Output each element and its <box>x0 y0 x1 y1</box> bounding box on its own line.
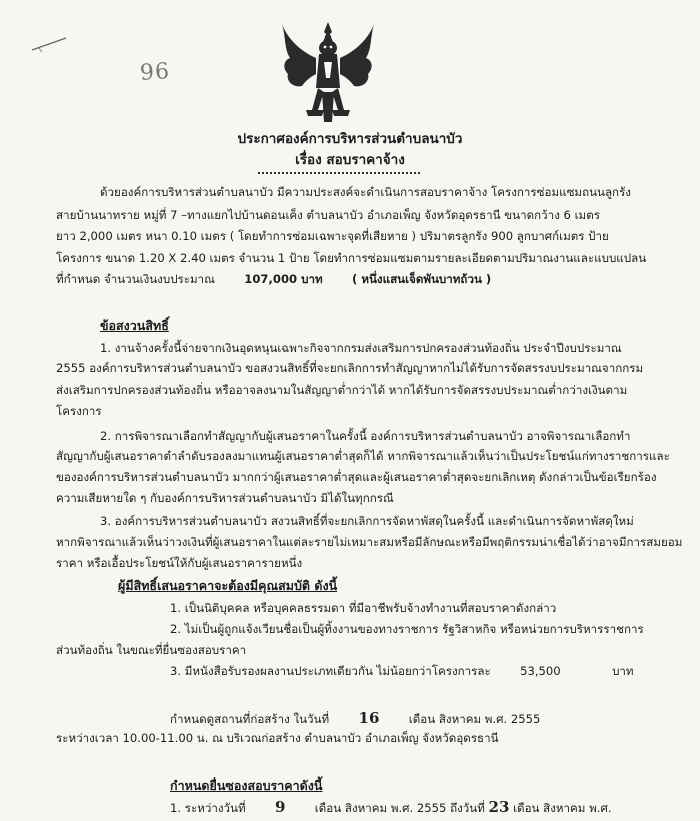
site-visit-line <box>170 710 540 727</box>
rights-line: ราคา หรือเอื้อประโยชน์ให้กับผู้เสนอราคารายหนึ่ง <box>56 556 303 570</box>
site-visit-label: กำหนดดูสถานที่ก่อสร้าง ในวันที่ <box>170 712 330 726</box>
rights-line: 1. งานจ้างครั้งนี้จ่ายจากเงินอุดหนุนเฉพาะกิจจากกรมส่งเสริมการปกครองส่วนท้องถิ่น ประจำปีงบประมาณ <box>100 341 622 355</box>
rights-line: 2. การพิจารณาเลือกทำสัญญากับผู้เสนอราคาในครั้งนี้ องค์การบริหารส่วนตำบลนาบัว อาจพิจารณาเลือกทำ <box>100 429 631 443</box>
qualification-unit: บาท <box>612 664 634 678</box>
rights-line: สัญญากับผู้เสนอราคาตำลำดับรองลงมาแทนผู้เสนอราคาต่ำสุดก็ได้ หากพิจารณาแล้วเห็นว่าเป็นประโยชน์แก่ทางราชการและ <box>56 449 670 463</box>
qualification-text: 3. มีหนังสือรับรองผลงานประเภทเดียวกัน ไม่น้อยกว่าโครงการละ <box>170 664 491 678</box>
rights-line: ความเสียหายใด ๆ กับองค์การบริหารส่วนตำบลนาบัว มิได้ในทุกกรณี <box>56 491 394 505</box>
qualification-line: ส่วนท้องถิ่น ในขณะที่ยื่นซองสอบราคา <box>56 643 247 657</box>
announcement-subject: เรื่อง สอบราคาจ้าง <box>295 152 405 168</box>
qualification-line: 1. เป็นนิติบุคคล หรือบุคคลธรรมดา ที่มีอาชีพรับจ้างทำงานที่สอบราคาดังกล่าว <box>170 601 557 615</box>
garuda-emblem-icon <box>272 18 384 126</box>
rights-line: 2555 องค์การบริหารส่วนตำบลนาบัว ขอสงวนสิทธิ์ที่จะยกเลิกการทำสัญญาหากไม่ได้รับการจัดสรรงบประมาณจากกรม <box>56 361 644 375</box>
intro-line-budget <box>56 271 491 287</box>
submission-heading: กำหนดยื่นซองสอบราคาดังนี้ <box>170 778 323 793</box>
rights-heading: ข้อสงวนสิทธิ์ <box>100 318 169 333</box>
rights-line: ส่งเสริมการปกครองส่วนท้องถิ่น หรืออาจลงนามในสัญญาต่ำกว่าได้ หากได้รับการจัดสรรงบประมาณต่ำกว่างเงินตาม <box>56 383 628 397</box>
submission-start-day: 9 <box>274 798 286 816</box>
rights-line: ขององค์การบริหารส่วนตำบลนาบัว มากกว่าผู้เสนอราคาต่ำสุดและผู้เสนอราคาต่ำสุดจะยกเลิกเหตุ ดังกล่าวเป็นข้อเรียกร้อง <box>56 470 657 484</box>
budget-amount: 107,000 บาท <box>244 272 323 286</box>
qualification-amount: 53,500 <box>520 664 561 678</box>
intro-line: ด้วยองค์การบริหารส่วนตำบลนาบัว มีความประสงค์จะดำเนินการสอบราคาจ้าง โครงการซ่อมแซมถนนลูกรัง <box>100 185 631 199</box>
rights-line: หากพิจารณาแล้วเห็นว่าวงเงินที่ผู้เสนอราคาในแต่ละรายไม่เหมาะสมหรือมีลักษณะหรือมีพฤติกรรมน่าเชื่อได้ว่าอาจมีการสมยอม <box>56 535 683 549</box>
submission-prefix: 1. ระหว่างวันที่ <box>170 801 246 815</box>
submission-suffix: เดือน สิงหาคม พ.ศ. <box>513 801 612 815</box>
intro-line: สายบ้านนาทราย หมู่ที่ 7 –ทางแยกไปบ้านดอนเค็ง ตำบลนาบัว อำเภอเพ็ญ จังหวัดอุดรธานี ขนาดกว้าง 6 เมตร <box>56 208 600 222</box>
qualification-heading: ผู้มีสิทธิ์เสนอราคาจะต้องมีคุณสมบัติ ดังนี้ <box>118 578 338 593</box>
submission-middle: เดือน สิงหาคม พ.ศ. 2555 ถึงวันที่ <box>314 801 485 815</box>
site-visit-time-line: ระหว่างเวลา 10.00-11.00 น. ณ บริเวณก่อสร้าง ตำบลนาบัว อำเภอเพ็ญ จังหวัดอุดรธานี <box>56 731 499 745</box>
rights-line: โครงการ <box>56 404 102 418</box>
budget-label: ที่กำหนด จำนวนเงินงบประมาณ <box>56 272 215 286</box>
site-visit-day: 16 <box>358 709 380 727</box>
handwritten-page-number: 96 <box>139 58 171 87</box>
budget-text: ( หนึ่งแสนเจ็ดพันบาทถ้วน ) <box>352 272 492 286</box>
site-visit-month-year: เดือน สิงหาคม พ.ศ. 2555 <box>408 712 541 726</box>
announcement-title: ประกาศองค์การบริหารส่วนตำบลนาบัว <box>237 131 463 147</box>
submission-line <box>170 799 612 816</box>
qualification-line: 2. ไม่เป็นผู้ถูกแจ้งเวียนชื่อเป็นผู้ทิ้งงานของทางราชการ รัฐวิสาหกิจ หรือหน่วยการบริหารราชการ <box>170 622 644 636</box>
submission-end-day: 23 <box>488 798 510 816</box>
qualification-line-3 <box>170 663 634 679</box>
intro-line: โครงการ ขนาด 1.20 X 2.40 เมตร จำนวน 1 ป้าย โดยทำการซ่อมแซมตามรายละเอียดตามปริมาณงานและแบบแปลน <box>56 251 647 265</box>
title-dotted-divider <box>258 172 420 174</box>
pen-mark-icon <box>30 34 70 54</box>
intro-line: ยาว 2,000 เมตร หนา 0.10 เมตร ( โดยทำการซ่อมเฉพาะจุดที่เสียหาย ) ปริมาตรลูกรัง 900 ลูกบาศก์เมตร ป้าย <box>56 229 609 243</box>
rights-line: 3. องค์การบริหารส่วนตำบลนาบัว สงวนสิทธิ์ที่จะยกเลิกการจัดหาพัสดุในครั้งนี้ และดำเนินการจัดหาพัสดุใหม่ <box>100 514 634 528</box>
